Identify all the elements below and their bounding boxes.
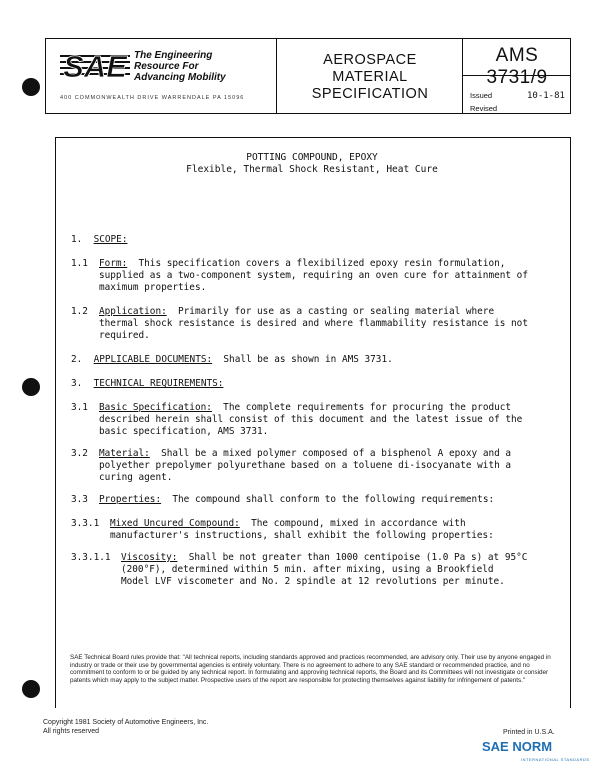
- punch-hole-1: [22, 78, 40, 96]
- section-1: [71, 234, 127, 246]
- paragraph-line: (200°F), determined within 5 min. after mixing, using a Brookfield: [121, 564, 494, 575]
- paragraph-line: The compound, mixed in accordance with: [239, 518, 466, 529]
- section-heading: Basic Specification:: [99, 402, 212, 413]
- paragraph-line: This specification covers a flexibilized epoxy resin formulation,: [127, 258, 506, 269]
- section-3-3-1-1-num: 3.3.1.1: [71, 552, 111, 563]
- section-1-2-num: 1.2: [71, 306, 88, 317]
- paragraph-line: Shall be a mixed polymer composed of a bisphenol A epoxy and a: [149, 448, 512, 459]
- section-num: 3.: [71, 378, 83, 389]
- punch-hole-3: [22, 680, 40, 698]
- copyright-block: [43, 718, 208, 736]
- spec-type-title: [277, 52, 463, 103]
- sae-disclaimer: SAE Technical Board rules provide that: "All technical reports, including standards approved and practices recommended, are advisory only. Their use by anyone engaged in industry or trade or their use by governmental agencies is entirely voluntary. There is no agreement to adhere to any SAE standard or recommended practice, and no commitment to conform to or be guided by any technical report. In formulating and approving technical reports, the Board and its Committees will not investigate or consider patents which may apply to the subject matter. Prospective users of the report are responsible for protecting themselves against liability for infringement of patents.": [70, 654, 551, 685]
- spec-title-line-2: MATERIAL: [332, 69, 408, 85]
- section-heading: Properties:: [99, 494, 162, 505]
- document-subtitle: Flexible, Thermal Shock Resistant, Heat Cure: [186, 164, 438, 175]
- section-heading: Viscosity:: [121, 552, 178, 563]
- section-3-2-num: 3.2: [71, 448, 88, 459]
- section-2: [71, 354, 393, 366]
- paragraph-line: basic specification, AMS 3731.: [99, 426, 269, 437]
- issued-date: 10-1-81: [527, 91, 565, 101]
- section-heading: Material:: [99, 448, 150, 459]
- paragraph-line: Shall be as shown in AMS 3731.: [212, 354, 393, 365]
- paragraph-line: described herein shall consist of this document and the latest issue of the: [99, 414, 523, 425]
- paragraph-line: supplied as a two-component system, requiring an oven cure for attainment of: [99, 270, 528, 281]
- publisher-address: 400 COMMONWEALTH DRIVE WARRENDALE PA 15096: [60, 95, 245, 101]
- rights-line: All rights reserved: [43, 728, 100, 735]
- copyright-line: Copyright 1981 Society of Automotive Engineers, Inc.: [43, 719, 209, 726]
- section-heading: Form:: [99, 258, 128, 269]
- spec-id-block: [462, 39, 571, 113]
- ams-number: AMS 3731/9: [486, 45, 548, 88]
- tagline-line-2: Resource For: [134, 61, 199, 72]
- ams-number-box: [463, 39, 571, 88]
- spec-title-line-3: SPECIFICATION: [311, 86, 429, 102]
- punch-hole-2: [22, 378, 40, 396]
- section-1-1: [99, 258, 528, 294]
- sae-logo-icon: [60, 49, 130, 81]
- section-3-2: [99, 448, 511, 484]
- spec-type-block: [276, 39, 463, 113]
- spec-title-line-1: AEROSPACE: [323, 52, 417, 68]
- tagline: [134, 50, 226, 83]
- section-1-2: [99, 306, 528, 342]
- paragraph-line: Primarily for use as a casting or sealing material where: [166, 306, 495, 317]
- revised-label: Revised: [470, 104, 498, 113]
- paragraph-line: curing agent.: [99, 472, 173, 483]
- section-3-3-num: 3.3: [71, 494, 88, 505]
- paragraph-line: Shall be not greater than 1000 centipoise (1.0 Pa s) at 95°C: [177, 552, 528, 563]
- paragraph-line: The complete requirements for procuring the product: [211, 402, 512, 413]
- section-heading: Mixed Uncured Compound:: [110, 518, 240, 529]
- publisher-block: [46, 39, 276, 113]
- document-header: [45, 38, 571, 114]
- paragraph-line: The compound shall conform to the following requirements:: [161, 494, 495, 505]
- paragraph-line: polyether prepolymer polyurethane based on a toluene di-isocyanate with a: [99, 460, 512, 471]
- printed-in: Printed in U.S.A.: [503, 729, 555, 736]
- section-num: 1.: [71, 234, 83, 245]
- section-3-3-1-1: [121, 552, 527, 588]
- tagline-line-3: Advancing Mobility: [134, 72, 226, 83]
- sae-norm-watermark: SAE NORM: [482, 739, 553, 754]
- document-title: POTTING COMPOUND, EPOXY: [246, 152, 378, 163]
- paragraph-line: manufacturer's instructions, shall exhibit the following properties:: [110, 530, 494, 541]
- section-3-3-1-num: 3.3.1: [71, 518, 100, 529]
- sae-norm-watermark-sub: INTERNATIONAL STANDARDS: [521, 757, 590, 762]
- section-heading: SCOPE:: [93, 234, 128, 245]
- section-heading: TECHNICAL REQUIREMENTS:: [93, 378, 224, 389]
- section-heading: APPLICABLE DOCUMENTS:: [93, 354, 213, 365]
- paragraph-line: maximum properties.: [99, 282, 207, 293]
- section-3: [71, 378, 223, 390]
- section-3-3: [99, 494, 494, 506]
- paragraph-line: thermal shock resistance is desired and where flammability resistance is not: [99, 318, 528, 329]
- section-1-1-num: 1.1: [71, 258, 88, 269]
- section-3-1: [99, 402, 522, 438]
- paragraph-line: Model LVF viscometer and No. 2 spindle at 12 revolutions per minute.: [121, 576, 505, 587]
- svg-text:SAE: SAE: [63, 49, 127, 81]
- issued-label: Issued: [470, 91, 493, 100]
- tagline-line-1: The Engineering: [134, 50, 213, 61]
- section-num: 2.: [71, 354, 83, 365]
- section-3-3-1: [110, 518, 494, 542]
- paragraph-line: required.: [99, 330, 150, 341]
- section-3-1-num: 3.1: [71, 402, 88, 413]
- section-heading: Application:: [99, 306, 167, 317]
